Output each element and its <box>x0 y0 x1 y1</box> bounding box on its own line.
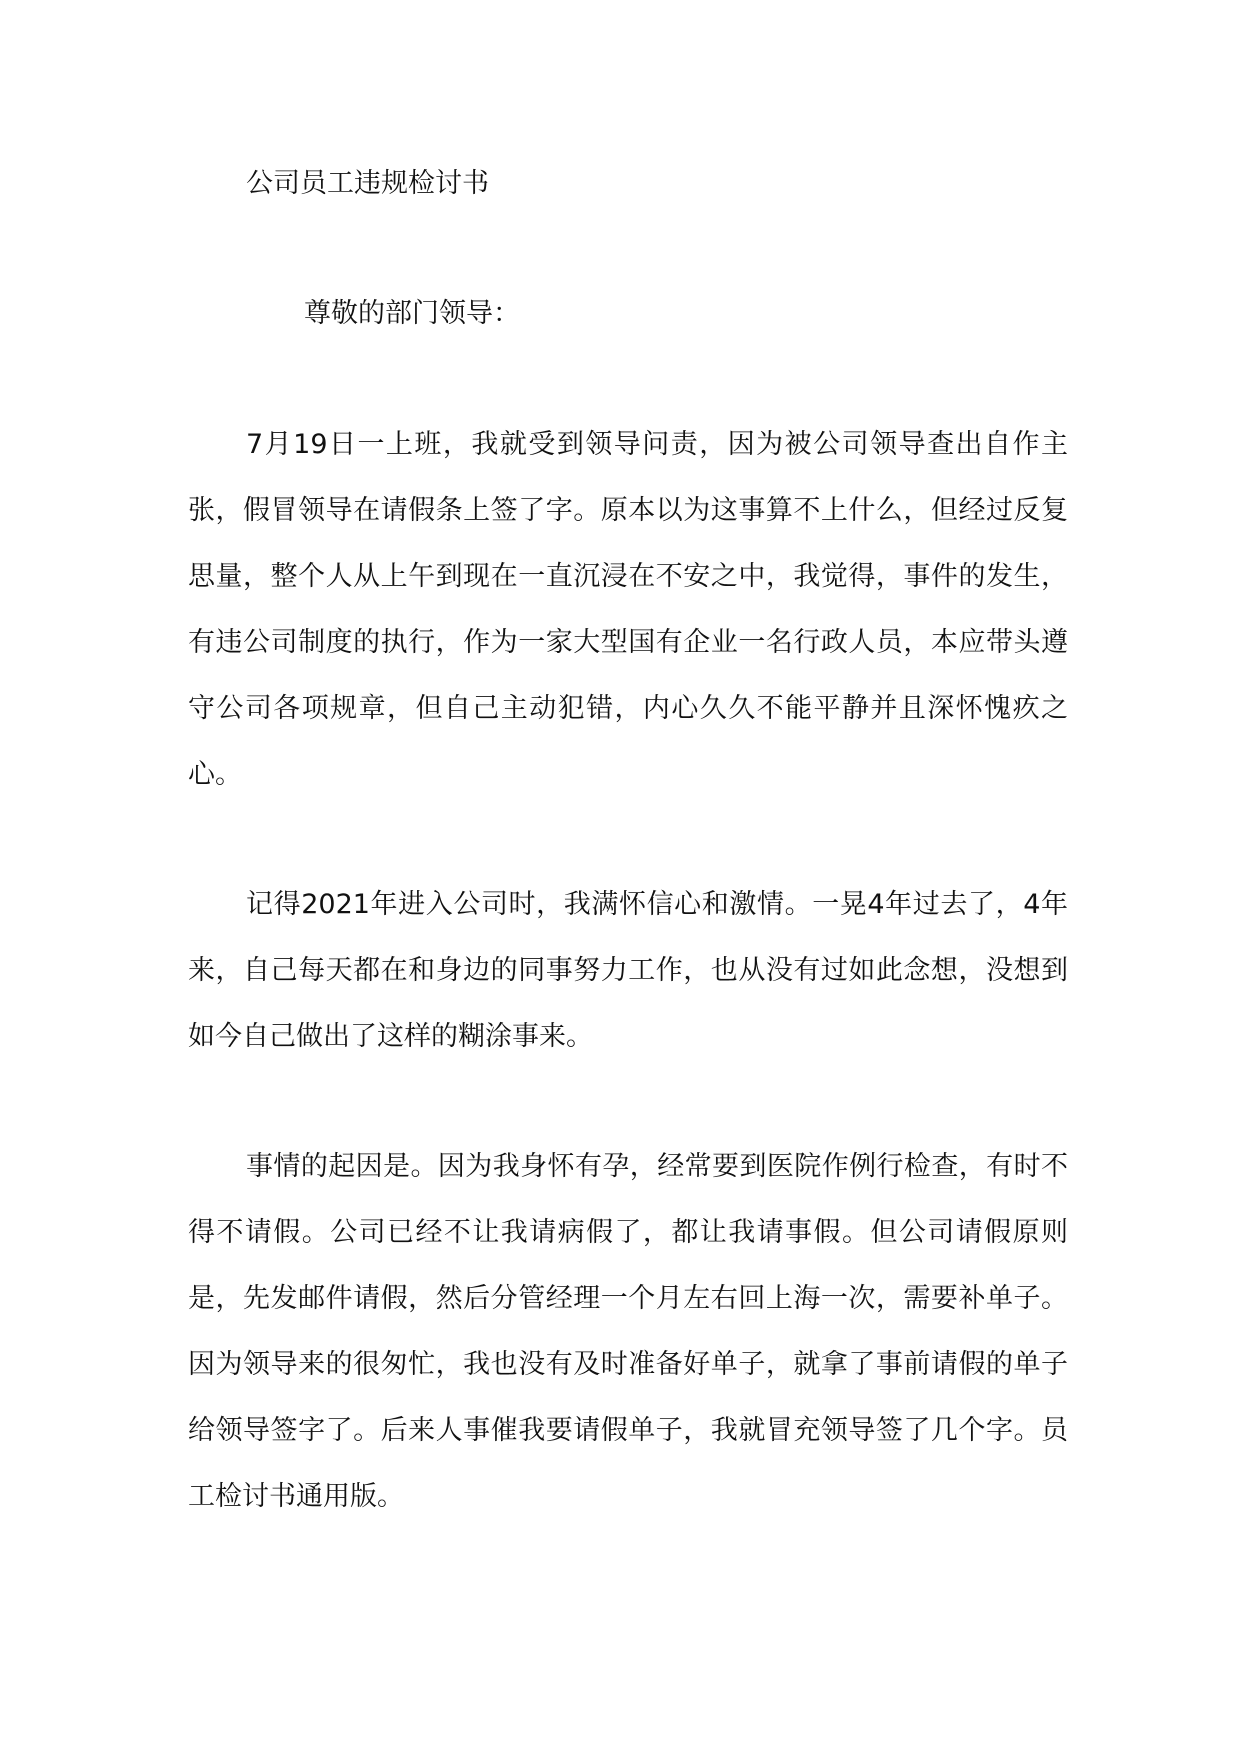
paragraph-3: 事情的起因是。因为我身怀有孕，经常要到医院作例行检查，有时不得不请假。公司已经不让我请病假了，都让我请事假。但公司请假原则是，先发邮件请假，然后分管经理一个月左右回上海一次，需要补单子。因为领导来的很匆忙，我也没有及时准备好单子，就拿了事前请假的单子给领导签字了。后来人事催我要请假单子，我就冒充领导签了几个字。员工检讨书通用版。 <box>188 1151 1068 1512</box>
paragraph-1: 7月19日一上班，我就受到领导问责，因为被公司领导查出自作主张，假冒领导在请假条上签了字。原本以为这事算不上什么，但经过反复思量，整个人从上午到现在一直沉浸在不安之中，我觉得，事件的发生，有违公司制度的执行，作为一家大型国有企业一名行政人员，本应带头遵守公司各项规章，但自己主动犯错，内心久久不能平静并且深怀愧疚之心。 <box>188 429 1068 790</box>
document-title: 公司员工违规检讨书 <box>246 168 489 199</box>
salutation: 尊敬的部门领导： <box>304 298 520 329</box>
paragraph-2: 记得2021年进入公司时，我满怀信心和激情。一晃4年过去了，4年来，自己每天都在和身边的同事努力工作，也从没有过如此念想，没想到如今自己做出了这样的糊涂事来。 <box>188 889 1068 1052</box>
